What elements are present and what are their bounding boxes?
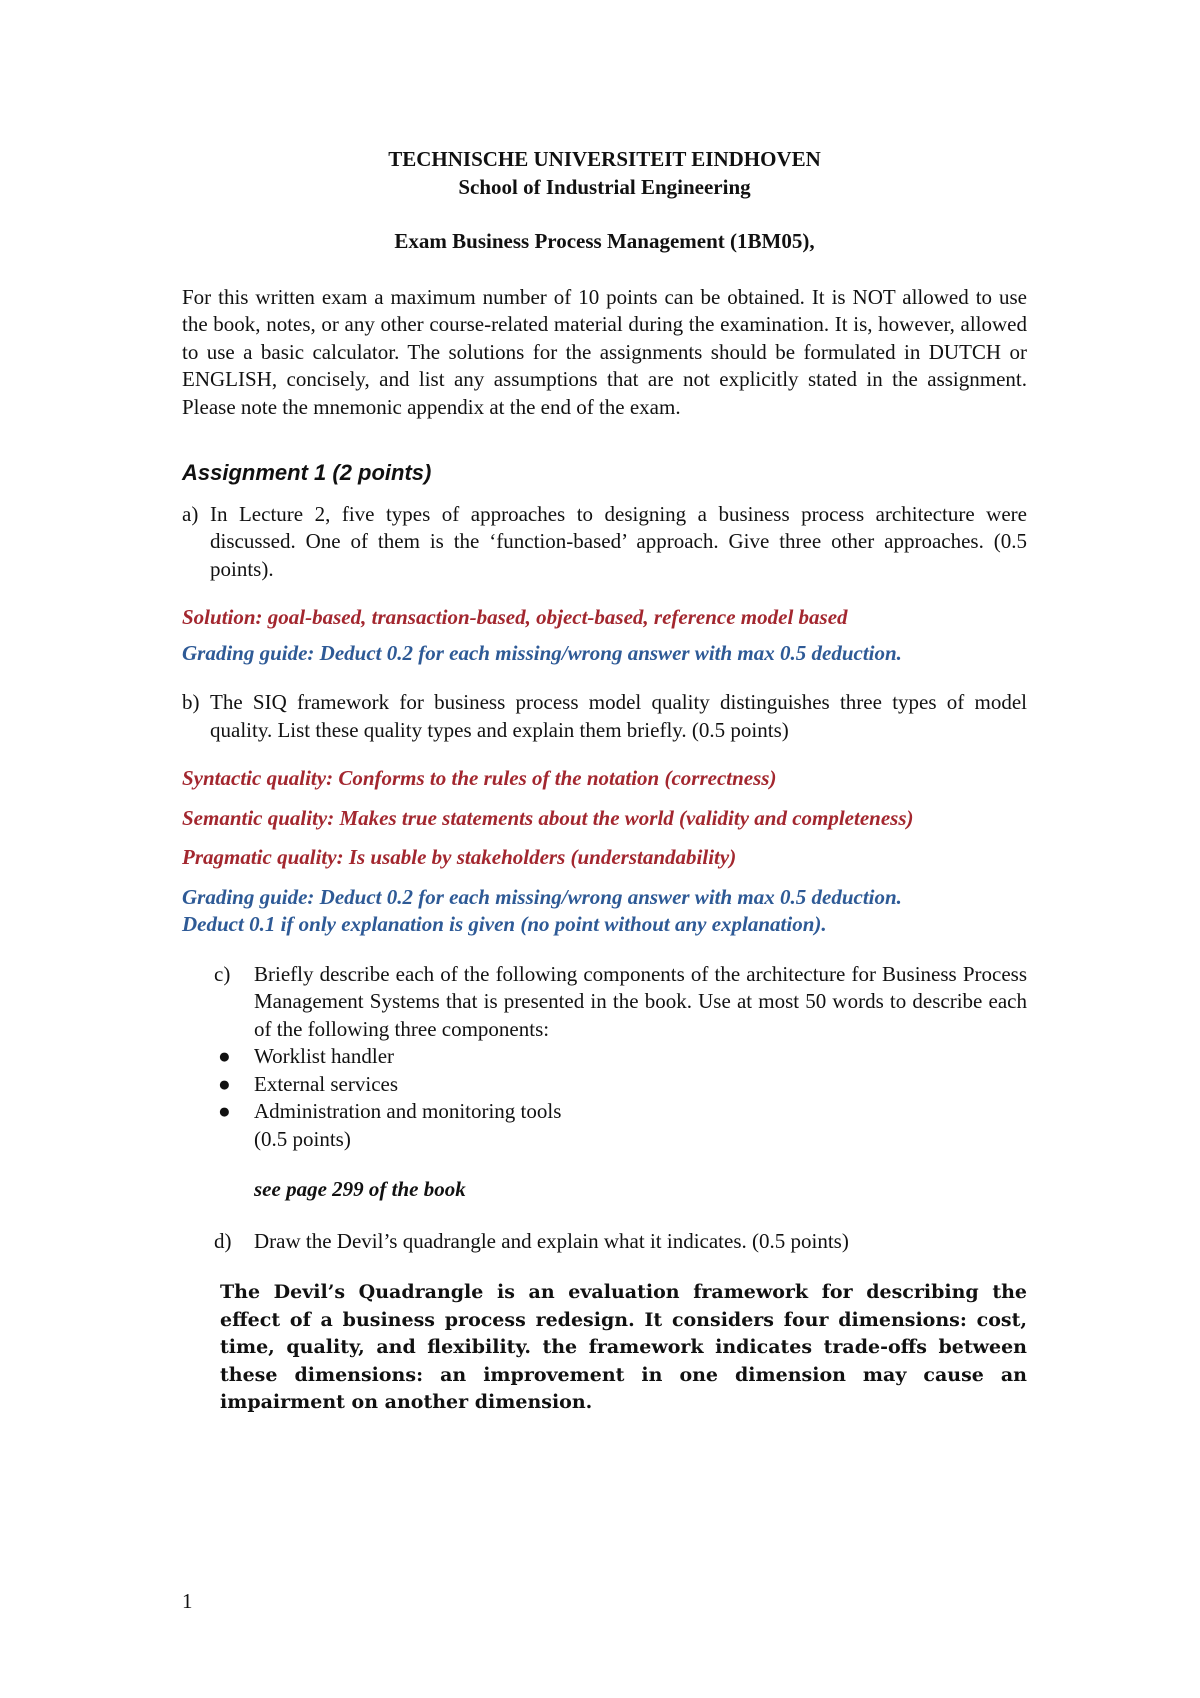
bullet-admin-monitoring	[182, 1098, 1027, 1126]
question-d	[182, 1228, 1027, 1256]
exam-title: Exam Business Process Management (1BM05),	[394, 229, 815, 253]
question-b-label: b)	[182, 690, 200, 714]
bullet-text: Administration and monitoring tools	[254, 1099, 562, 1123]
question-b	[182, 689, 1027, 744]
question-d-text: Draw the Devil’s quadrangle and explain what it indicates. (0.5 points)	[254, 1228, 849, 1253]
answer-c: see page 299 of the book	[254, 1177, 466, 1201]
question-a	[182, 501, 1027, 584]
page-content	[182, 146, 1027, 1417]
question-c-label: c)	[214, 961, 231, 986]
syntactic-quality: Syntactic quality: Conforms to the rules of the notation (correctness)	[182, 766, 777, 790]
solution-a: Solution: goal-based, transaction-based, object-based, reference model based	[182, 605, 848, 629]
grading-guide-a: Grading guide: Deduct 0.2 for each missing/wrong answer with max 0.5 deduction.	[182, 640, 902, 665]
assignment-1-title: Assignment 1 (2 points)	[182, 460, 432, 485]
grading-guide-b-note: Deduct 0.1 if only explanation is given (no point without any explanation).	[182, 912, 827, 936]
question-b-text: The SIQ framework for business process model quality distinguishes three types of model quality. List these quality types and explain them briefly. (0.5 points)	[210, 690, 1027, 742]
bullet-external-services	[182, 1071, 1027, 1099]
school-name: School of Industrial Engineering	[458, 174, 751, 199]
question-d-label: d)	[214, 1228, 232, 1253]
pragmatic-quality: Pragmatic quality: Is usable by stakeholders (understandability)	[182, 845, 737, 869]
question-c	[182, 961, 1027, 1044]
university-name: TECHNISCHE UNIVERSITEIT EINDHOVEN	[388, 147, 821, 171]
bullet-dot: ●	[218, 1044, 231, 1068]
bullet-dot: ●	[218, 1099, 231, 1123]
grading-guide-b: Grading guide: Deduct 0.2 for each missing/wrong answer with max 0.5 deduction.	[182, 884, 902, 909]
bullet-dot: ●	[218, 1071, 231, 1096]
bullet-text: External services	[254, 1071, 399, 1096]
question-c-points: (0.5 points)	[254, 1126, 351, 1151]
question-c-text: Briefly describe each of the following components of the architecture for Business Process Management Systems that is presented in the book. Use at most 50 words to describe each of the following three components:	[254, 961, 1027, 1041]
semantic-quality: Semantic quality: Makes true statements about the world (validity and completeness)	[182, 805, 914, 830]
bullet-worklist-handler	[182, 1043, 1027, 1071]
exam-instructions: For this written exam a maximum number of 10 points can be obtained. It is NOT allowed to use the book, notes, or any other course-related material during the examination. It is, however, allowed to use a basic calculator. The solutions for the assignments should be formulated in DUTCH or ENGLISH, concisely, and list any assumptions that are not explicitly stated in the assignment. Please note the mnemonic appendix at the end of the exam.	[182, 284, 1027, 419]
bullet-text: Worklist handler	[254, 1044, 395, 1068]
answer-d: The Devil’s Quadrangle is an evaluation framework for describing the effect of a business process redesign. It considers four dimensions: cost, time, quality, and flexibility. the framework indicates trade-offs between these dimensions: an improvement in one dimension may cause an impairment on another dimension.	[220, 1281, 1027, 1413]
question-a-text: In Lecture 2, five types of approaches to designing a business process architecture were discussed. One of them is the ‘function-based’ approach. Give three other approaches. (0.5 points).	[210, 501, 1027, 581]
question-a-label: a)	[182, 501, 199, 526]
page-number: 1	[182, 1589, 193, 1613]
